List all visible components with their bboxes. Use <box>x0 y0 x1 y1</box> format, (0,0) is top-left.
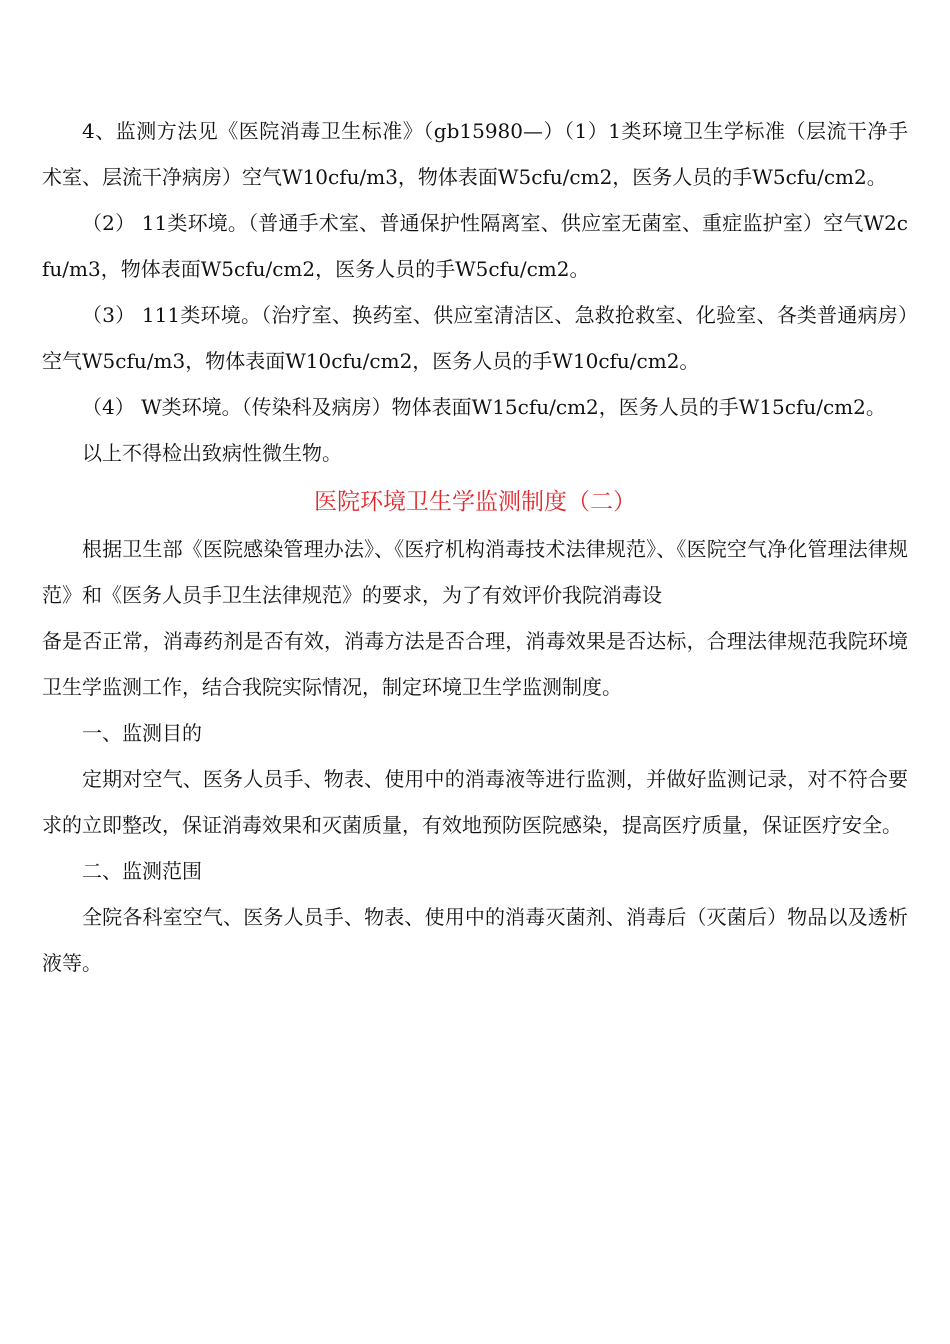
section-title-scope: 二、监测范围 <box>82 859 202 883</box>
paragraph-intro-part-1: 根据卫生部《医院感染管理办法》、《医疗机构消毒技术法律规范》、《医院空气净化管理法律规范》和《医务人员手卫生法律规范》的要求，为了有效评价我院消毒设 <box>42 537 908 607</box>
paragraph-class-4-environment: （4） W类环境。（传染科及病房）物体表面W15cfu/cm2，医务人员的手W15cfu/cm2。 <box>82 395 886 419</box>
paragraph-no-pathogens: 以上不得检出致病性微生物。 <box>82 441 342 465</box>
document-page <box>42 108 908 986</box>
paragraph-scope: 全院各科室空气、医务人员手、物表、使用中的消毒灭菌剂、消毒后（灭菌后）物品以及透析液等。 <box>42 905 908 975</box>
paragraph-class-2-environment: （2） 11类环境。（普通手术室、普通保护性隔离室、供应室无菌室、重症监护室）空气W2cfu/m3，物体表面W5cfu/cm2，医务人员的手W5cfu/cm2。 <box>42 211 908 281</box>
section-heading: 医院环境卫生学监测制度（二） <box>314 489 636 515</box>
paragraph-class-3-environment: （3） 111类环境。（治疗室、换药室、供应室清洁区、急救抢救室、化验室、各类普通病房）空气W5cfu/m3，物体表面W10cfu/cm2，医务人员的手W10cfu/cm2。 <box>42 303 908 373</box>
section-title-purpose: 一、监测目的 <box>82 721 202 745</box>
paragraph-purpose: 定期对空气、医务人员手、物表、使用中的消毒液等进行监测，并做好监测记录，对不符合要求的立即整改，保证消毒效果和灭菌质量，有效地预防医院感染，提高医疗质量，保证医疗安全。 <box>42 767 908 837</box>
paragraph-intro-part-2: 备是否正常，消毒药剂是否有效，消毒方法是否合理，消毒效果是否达标，合理法律规范我院环境卫生学监测工作，结合我院实际情况，制定环境卫生学监测制度。 <box>42 629 908 699</box>
paragraph-monitoring-method: 4、监测方法见《医院消毒卫生标准》（gb15980—）（1）1类环境卫生学标准（层流干净手术室、层流干净病房）空气W10cfu/m3，物体表面W5cfu/cm2，医务人员的手W5cfu/cm2。 <box>42 119 908 189</box>
